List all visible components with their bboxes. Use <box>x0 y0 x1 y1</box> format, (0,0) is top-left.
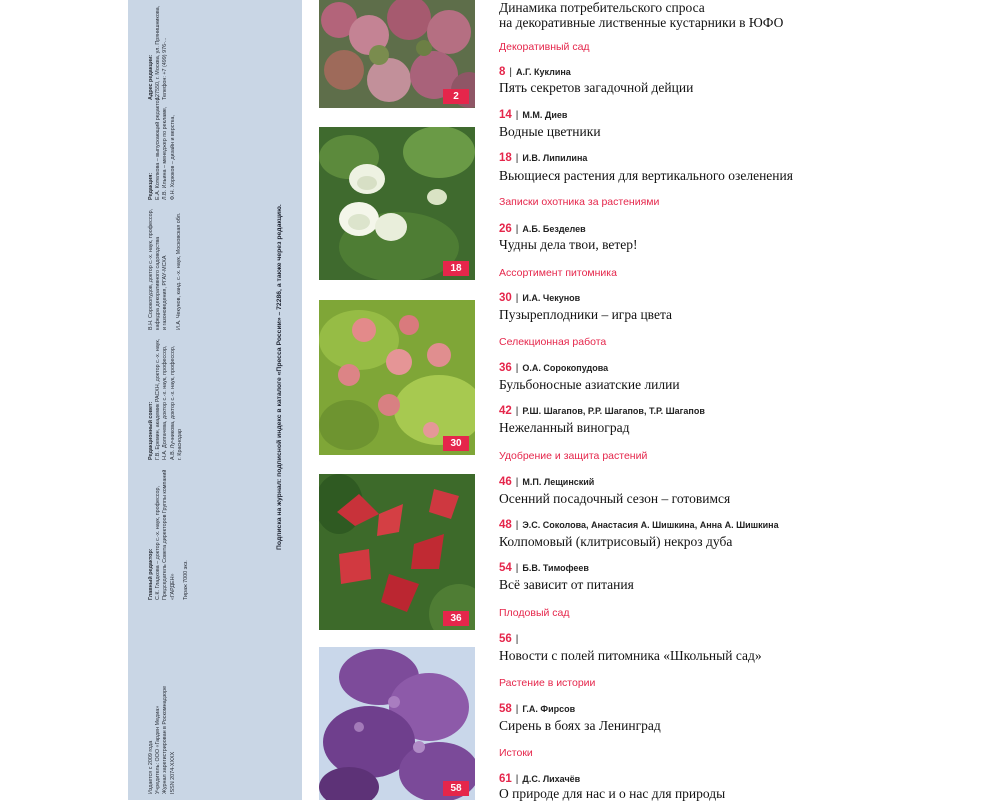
editorial-member-2: Л.В. Ильина – менеджер по рекламе, <box>162 106 169 200</box>
entry-header: 30 | И.А. Чекунов <box>499 292 581 304</box>
entry-authors: И.А. Чекунов <box>522 293 581 303</box>
entry-title[interactable]: Пять секретов загадочной дейции <box>499 80 694 95</box>
toc-top-entry <box>499 0 783 30</box>
photo-page-tag: 30 <box>443 436 469 451</box>
entry-authors: Р.Ш. Шагапов, Р.Р. Шагапов, Т.Р. Шагапов <box>522 406 705 416</box>
chief-editor-name: С.К. Гладкова – доктор с.-х. наук, профессор, <box>155 485 162 600</box>
entry-header: 58 | Г.А. Фирсов <box>499 703 576 715</box>
toc-top-line-2: на декоративные лиственные кустарники в ЮФО <box>499 15 784 30</box>
entry-authors: М.М. Диев <box>522 110 568 120</box>
entry-header: 56 | <box>499 633 519 645</box>
section-heading: Растение в истории <box>499 677 596 689</box>
address-line-1: 127550, г. Москва, ул. Прянишникова, <box>155 5 162 100</box>
imprint-block-address <box>148 0 170 100</box>
entry-page-number: 30 <box>499 292 512 304</box>
photo-shrub-foliage <box>319 0 475 108</box>
entry-authors: И.В. Липилина <box>522 153 588 163</box>
entry-page-number: 61 <box>499 773 512 785</box>
entry-title[interactable]: Сирень в боях за Ленинград <box>499 718 661 733</box>
entry-page-number: 46 <box>499 476 512 488</box>
imprint-block-council: Редакционный совет: Г.В. Еремин, академик РАСХН, доктор с.-х. наук, Н.А. Долгачева, доктор с.-х. наук, профессор, А.В. Лучникова, доктор с.-х. наук, профессор, г. Краснодар <box>148 310 184 460</box>
entry-header: 36 | О.А. Сорокопудова <box>499 362 609 374</box>
entry-page-number: 58 <box>499 703 512 715</box>
entry-header: 61 | Д.С. Лихачёв <box>499 773 581 785</box>
council-member-3: А.В. Лучникова, доктор с.-х. наук, профессор, <box>169 345 176 460</box>
photo-lilac <box>319 647 475 800</box>
subscription-notice: Подписка на журнал: подписной индекс в каталоге «Пресса России» – 72286, а также через редакцию. <box>276 204 283 550</box>
chief-editor-label: Главный редактор: <box>148 548 154 600</box>
entry-authors: М.П. Лещинский <box>522 477 595 487</box>
editorial-member-1: Е.А. Котелкова – выпускающий редактор, <box>155 95 162 200</box>
council-label: Редакционный совет: <box>148 401 154 460</box>
section-heading: Плодовый сад <box>499 607 570 619</box>
imprint-block-edboard: В.Н. Сорокопудов, доктор с.-х. наук, профессор, кафедра декоративного садоводства и газоноведения, РГАУ-МСХА И.А. Чекунов, канд. с.-х. наук, Московская обл. <box>148 180 183 330</box>
section-heading: Декоративный сад <box>499 41 590 53</box>
entry-title[interactable]: Новости с полей питомника «Школьный сад» <box>499 648 762 663</box>
entry-authors: О.А. Сорокопудова <box>522 363 609 373</box>
entry-authors: Б.В. Тимофеев <box>522 563 589 573</box>
entry-header: 14 | М.М. Диев <box>499 109 568 121</box>
photo-page-tag: 58 <box>443 781 469 796</box>
address-label: Адрес редакции: <box>148 54 154 100</box>
entry-authors: А.Г. Куклина <box>516 67 571 77</box>
entry-page-number: 56 <box>499 633 512 645</box>
entry-authors: Э.С. Соколова, Анастасия А. Шишкина, Анна А. Шишкина <box>522 520 779 530</box>
entry-header: 26 | А.Б. Безделев <box>499 223 586 235</box>
entry-header: 48 | Э.С. Соколова, Анастасия А. Шишкина, Анна А. Шишкина <box>499 519 779 531</box>
entry-title[interactable]: О природе для нас и о нас для природы <box>499 786 726 801</box>
entry-page-number: 42 <box>499 405 512 417</box>
council-member-1: Г.В. Еремин, академик РАСХН, доктор с.-х. наук, <box>155 338 162 460</box>
entry-header: 46 | М.П. Лещинский <box>499 476 595 488</box>
entry-page-number: 54 <box>499 562 512 574</box>
entry-title[interactable]: Водные цветники <box>499 124 601 139</box>
entry-title[interactable]: Осенний посадочный сезон – готовимся <box>499 491 731 506</box>
photo-page-tag: 18 <box>443 261 469 276</box>
entry-title[interactable]: Пузыреплодники – игра цвета <box>499 307 673 322</box>
council-member-2: Н.А. Долгачева, доктор с.-х. наук, профессор, <box>162 345 169 460</box>
section-heading: Записки охотника за растениями <box>499 196 660 208</box>
photo-pink-flower-clusters-image <box>319 300 475 455</box>
imprint-panel <box>128 0 302 800</box>
entry-title[interactable]: Нежеланный виноград <box>499 420 630 435</box>
edition-size: Тираж 7000 экз. <box>182 560 189 600</box>
entry-header: 8 | А.Г. Куклина <box>499 66 571 78</box>
section-heading: Селекционная работа <box>499 336 607 348</box>
entry-header: 18 | И.В. Липилина <box>499 152 588 164</box>
imprint-block-founders: Издается с 2009 года Учредитель: ООО «Гарден Медиа» Журнал зарегистрирован в Роскомнадзоре ISSN 2074-XXXX <box>148 685 176 794</box>
entry-title[interactable]: Колпомовый (клитрисовый) некроз дуба <box>499 534 733 549</box>
entry-title[interactable]: Бульбоносные азиатские лилии <box>499 377 680 392</box>
photo-red-lilies-image <box>319 474 475 630</box>
entry-title[interactable]: Чудны дела твои, ветер! <box>499 237 638 252</box>
photo-white-bell-flowers-image <box>319 127 475 280</box>
entry-page-number: 18 <box>499 152 512 164</box>
entry-page-number: 8 <box>499 66 506 78</box>
photo-red-lilies <box>319 474 475 630</box>
section-heading: Удобрение и защита растений <box>499 450 648 462</box>
entry-title[interactable]: Всё зависит от питания <box>499 577 634 592</box>
photo-lilac-image <box>319 647 475 800</box>
toc-top-line-1: Динамика потребительского спроса <box>499 0 705 15</box>
edboard-member-2: И.А. Чекунов, канд. с.-х. наук, Московская обл. <box>175 212 182 330</box>
entry-header: 42 | Р.Ш. Шагапов, Р.Р. Шагапов, Т.Р. Шагапов <box>499 405 705 417</box>
entry-page-number: 14 <box>499 109 512 121</box>
entry-page-number: 48 <box>499 519 512 531</box>
entry-title[interactable]: Вьющиеся растения для вертикального озеленения <box>499 168 793 183</box>
imprint-block-chief-editor: Главный редактор: С.К. Гладкова – доктор с.-х. наук, профессор, Председатель Совета директоров Группы компаний «ГАРДЕН» Тираж 7000 экз. <box>148 450 190 600</box>
editorial-member-3: Ф.Н. Хорюков – дизайн и верстка, <box>169 115 176 200</box>
entry-page-number: 36 <box>499 362 512 374</box>
photo-page-tag: 36 <box>443 611 469 626</box>
section-heading: Истоки <box>499 747 533 759</box>
entry-page-number: 26 <box>499 223 512 235</box>
editorial-label: Редакция: <box>148 172 154 200</box>
entry-header: 54 | Б.В. Тимофеев <box>499 562 589 574</box>
photo-page-tag: 2 <box>443 89 469 104</box>
photo-pink-flower-clusters <box>319 300 475 455</box>
address-line-2: Телефон: +7 (499) 976-... <box>162 37 169 100</box>
section-heading: Ассортимент питомника <box>499 267 617 279</box>
imprint-rotated-content <box>128 0 302 800</box>
entry-authors: Д.С. Лихачёв <box>522 774 581 784</box>
photo-white-bell-flowers <box>319 127 475 280</box>
edboard-member-1: В.Н. Сорокопудов, доктор с.-х. наук, профессор, <box>148 208 154 330</box>
entry-authors: А.Б. Безделев <box>522 224 586 234</box>
entry-authors: Г.А. Фирсов <box>522 704 576 714</box>
